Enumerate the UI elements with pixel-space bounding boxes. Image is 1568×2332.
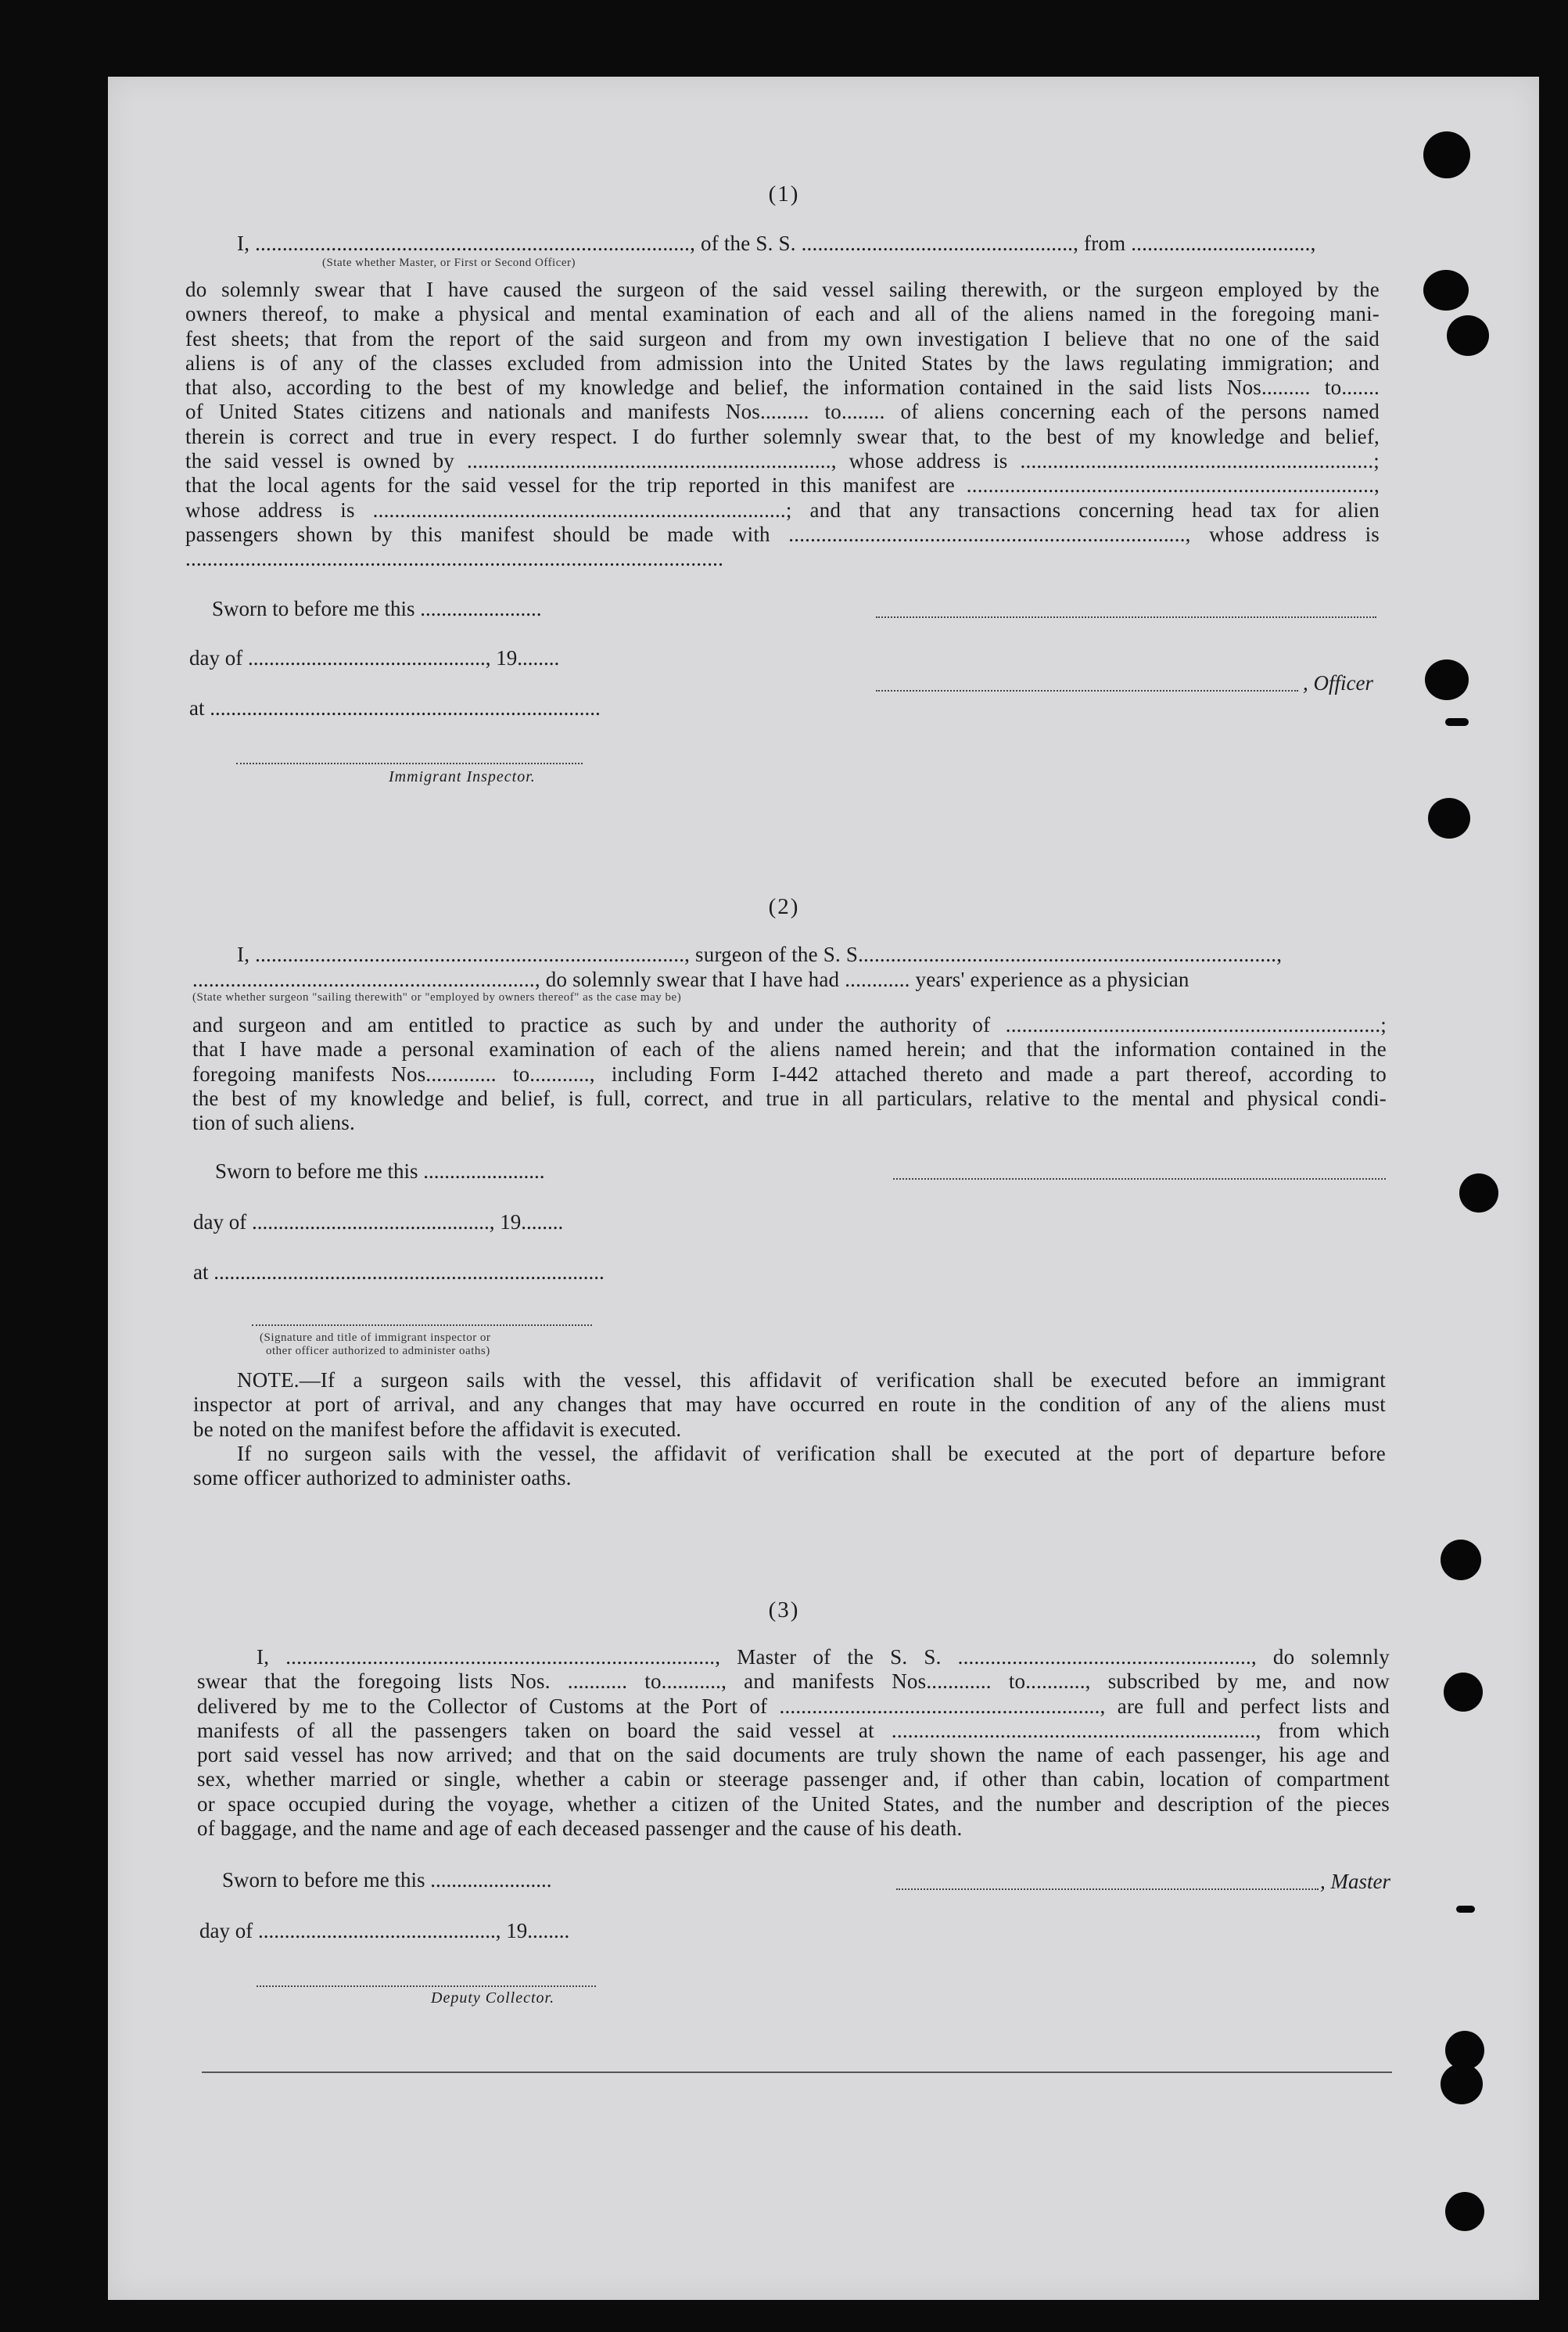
punch-hole <box>1425 659 1469 700</box>
s2-signature-hint-1: (Signature and title of immigrant inspector or <box>260 1331 491 1344</box>
s3-sworn-line: Sworn to before me this ....................... <box>222 1868 552 1892</box>
section-3-number: (3) <box>768 1597 800 1622</box>
s3-oath-paragraph: I, ..............................................................................., Master of the S. S. ......................................................, do solemnly swear that the foregoing lists Nos. ........... to..........., and manifests Nos............ to..........., subscribed by me, and now delivered by me to the Collector of Customs at the Port of ..........................................................., are full and perfect lists and manifests of all the passengers taken on board the said vessel at ..................................................................., from which port said vessel has now arrived; and that on the said documents are truly shown the name of each passenger, his age and sex, whether married or single, whether a cabin or steerage passenger and, if other than cabin, location of compartment or space occupied during the voyage, whether a citizen of the United States, and the number and description of the pieces of baggage, and the name and age of each deceased passenger and the cause of his death. <box>197 1645 1390 1841</box>
s2-oath-paragraph: and surgeon and am entitled to practice as such by and under the authority of .....................................................................; that I have made a personal examination of each of the aliens named herein; and that the information contained in the foregoing manifests Nos............. to..........., including Form I-442 attached thereto and made a part thereof, according to the best of my knowledge and belief, is full, correct, and true in all particulars, relative to the mental and physical condi- tion of such aliens. <box>192 1013 1387 1135</box>
s1-opening-line: I, ................................................................................, of the S. S. .................................................., from ................................., <box>237 232 1316 255</box>
s3-master-label: , Master <box>1320 1870 1390 1893</box>
s1-at-line: at .......................................................................... <box>189 696 601 720</box>
s1-officer-signature-line <box>876 616 1376 618</box>
punch-hole <box>1428 798 1470 839</box>
s1-day-line: day of ............................................., 19........ <box>189 646 560 670</box>
s1-inspector-label: Immigrant Inspector. <box>389 768 536 785</box>
punch-mark <box>1445 718 1469 726</box>
punch-hole <box>1423 131 1470 178</box>
punch-hole <box>1423 270 1469 311</box>
s2-signature-line <box>893 1178 1386 1180</box>
punch-mark <box>1456 1906 1475 1913</box>
s1-officer-title-line <box>876 690 1298 692</box>
s1-inspector-signature-line <box>236 763 583 764</box>
s3-day-line: day of ............................................., 19........ <box>199 1919 570 1942</box>
s2-sworn-line: Sworn to before me this ....................... <box>215 1159 545 1183</box>
punch-hole <box>1444 1673 1483 1712</box>
s2-signature-hint-2: other officer authorized to administer oaths) <box>266 1345 490 1357</box>
punch-hole <box>1445 2192 1484 2231</box>
bottom-rule <box>202 2071 1392 2073</box>
s1-sworn-line: Sworn to before me this ....................... <box>212 597 542 620</box>
s2-day-line: day of ............................................., 19........ <box>193 1210 564 1234</box>
s2-inspector-signature-line <box>252 1324 592 1326</box>
punch-hole <box>1441 1540 1481 1580</box>
s3-collector-signature-line <box>257 1985 596 1987</box>
s1-field-hint: (State whether Master, or First or Second Officer) <box>322 257 576 269</box>
punch-hole <box>1447 315 1489 356</box>
s2-at-line: at .......................................................................... <box>193 1260 605 1284</box>
s3-collector-label: Deputy Collector. <box>431 1989 555 2007</box>
s2-field-hint: (State whether surgeon "sailing therewith" or "employed by owners thereof" as the case may be) <box>192 991 682 1004</box>
s2-note-paragraph: NOTE.—If a surgeon sails with the vessel, this affidavit of verification shall be executed before an immigrant inspector at port of arrival, and any changes that may have occurred en route in the condition of any of the aliens must be noted on the manifest before the affidavit is executed. If no surgeon sails with the vessel, the affidavit of verification shall be executed at the port of departure before some officer authorized to administer oaths. <box>193 1368 1386 1490</box>
s1-officer-label: , Officer <box>1303 671 1373 695</box>
section-1-number: (1) <box>768 181 800 207</box>
section-2-number: (2) <box>768 894 800 919</box>
s3-master-signature-line <box>896 1888 1319 1890</box>
s1-oath-paragraph: do solemnly swear that I have caused the surgeon of the said vessel sailing therewith, or the surgeon employed by the owners thereof, to make a physical and mental examination of each and all of the aliens named in the foregoing mani- fest sheets; that from the report of the said surgeon and from my own investigation I believe that no one of the said aliens is of any of the classes excluded from admission into the United States by the laws regulating immigration; and that also, according to the best of my knowledge and belief, the information contained in the said lists Nos......... to....... of United States citizens and nationals and manifests Nos......... to........ of aliens concerning each of the persons named therein is correct and true in every respect. I do further solemnly swear that, to the best of my knowledge and belief, the said vessel is owned by ..................................................................., whose address is .................................................................; that the local agents for the said vessel for the trip reported in this manifest are ..........................................................................., whose address is ............................................................................; and that any transactions concerning head tax for alien passengers shown by this manifest should be made with ........................................................................., whose address is ................................................................................................... <box>185 278 1380 571</box>
s2-note-lead: NOTE. <box>237 1368 300 1392</box>
punch-hole <box>1441 2064 1483 2104</box>
punch-hole <box>1459 1173 1498 1213</box>
s2-opening-line: I, ..............................................................................., surgeon of the S. S............................................................................., <box>237 943 1283 966</box>
s2-second-line: ..............................................................., do solemnly swear that I have had ............ years' experience as a physician <box>192 968 1189 991</box>
